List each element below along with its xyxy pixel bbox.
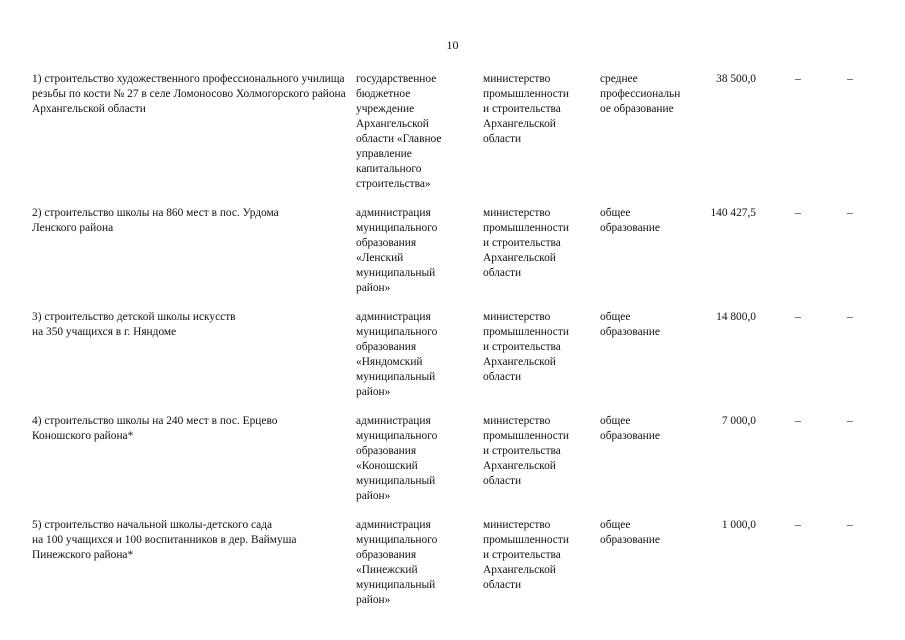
customer: администрация муниципального образования «Коношский муниципальный район»	[356, 415, 438, 502]
industry: среднее профессиональн ое образование	[600, 73, 681, 115]
amount: 14 800,0	[716, 311, 756, 323]
project-name: 5) строительство начальной школы-детского сада на 100 учащихся и 100 воспитанников в дер. Ваймуша Пинежского района*	[32, 519, 297, 561]
value-col6: –	[795, 311, 801, 323]
project-name: 2) строительство школы на 860 мест в пос. Урдома Ленского района	[32, 207, 279, 234]
project-name: 1) строительство художественного профессионального училища резьбы по кости № 27 в селе Ломоносово Холмогорского района Архангельской области	[32, 73, 346, 115]
industry: общее образование	[600, 519, 660, 546]
ministry: министерство промышленности и строительства Архангельской области	[483, 311, 569, 383]
customer: государственное бюджетное учреждение Архангельской области «Главное управление капитального строительства»	[356, 73, 442, 190]
value-col6: –	[795, 207, 801, 219]
value-col7: –	[847, 207, 853, 219]
customer: администрация муниципального образования «Пинежский муниципальный район»	[356, 519, 438, 606]
project-name: 3) строительство детской школы искусств на 350 учащихся в г. Няндоме	[32, 311, 236, 338]
value-col7: –	[847, 415, 853, 427]
amount: 38 500,0	[716, 73, 756, 85]
amount: 7 000,0	[721, 415, 756, 427]
ministry: министерство промышленности и строительства Архангельской области	[483, 207, 569, 279]
value-col7: –	[847, 311, 853, 323]
value-col6: –	[795, 73, 801, 85]
amount: 1 000,0	[721, 519, 756, 531]
value-col6: –	[795, 415, 801, 427]
value-col7: –	[847, 519, 853, 531]
industry: общее образование	[600, 311, 660, 338]
page-number: 10	[446, 38, 459, 52]
industry: общее образование	[600, 207, 660, 234]
industry: общее образование	[600, 415, 660, 442]
customer: администрация муниципального образования «Ленский муниципальный район»	[356, 207, 438, 294]
amount: 140 427,5	[710, 207, 756, 219]
ministry: министерство промышленности и строительства Архангельской области	[483, 519, 569, 591]
value-col7: –	[847, 73, 853, 85]
value-col6: –	[795, 519, 801, 531]
ministry: министерство промышленности и строительства Архангельской области	[483, 73, 569, 145]
ministry: министерство промышленности и строительства Архангельской области	[483, 415, 569, 487]
project-name: 4) строительство школы на 240 мест в пос. Ерцево Коношского района*	[32, 415, 278, 442]
customer: администрация муниципального образования «Няндомский муниципальный район»	[356, 311, 438, 398]
